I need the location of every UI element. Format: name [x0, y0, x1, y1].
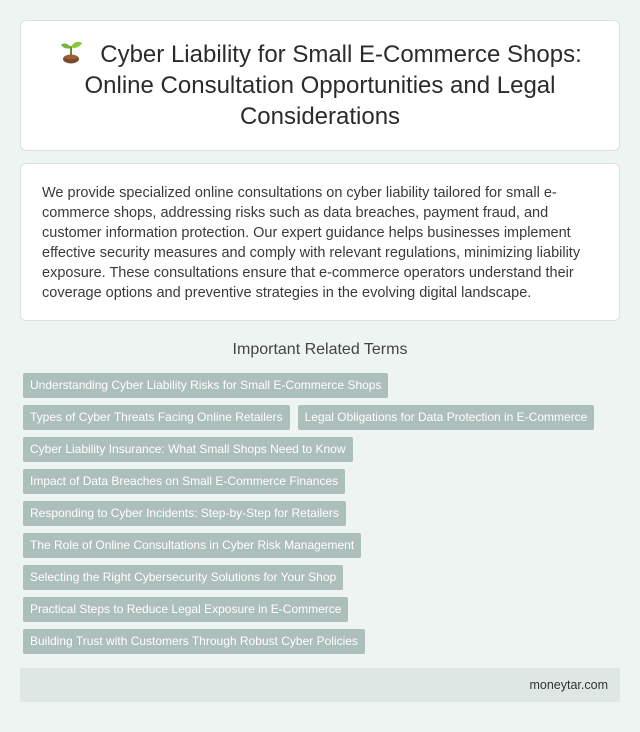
term-tag[interactable]: Impact of Data Breaches on Small E-Commerce Finances: [23, 469, 345, 494]
term-tag[interactable]: Cyber Liability Insurance: What Small Shops Need to Know: [23, 437, 353, 462]
term-tag[interactable]: Types of Cyber Threats Facing Online Retailers: [23, 405, 290, 430]
title-text: Cyber Liability for Small E-Commerce Shops: Online Consultation Opportunities and Legal Considerations: [84, 41, 582, 130]
term-tag[interactable]: Responding to Cyber Incidents: Step-by-Step for Retailers: [23, 501, 346, 526]
footer: [20, 668, 620, 702]
description-text: We provide specialized online consultations on cyber liability tailored for small e-commerce shops, addressing risks such as data breaches, payment fraud, and customer information protection. Our expert guidance helps businesses implement effective security measures and comply with relevant regulations, minimizing liability exposure. These consultations ensure that e-commerce operators understand their coverage options and preventive strategies in the evolving digital landscape.: [42, 185, 581, 301]
title-card: [20, 20, 620, 151]
term-tag[interactable]: Selecting the Right Cybersecurity Solutions for Your Shop: [23, 565, 343, 590]
term-tag[interactable]: The Role of Online Consultations in Cyber Risk Management: [23, 533, 361, 558]
term-tag[interactable]: Building Trust with Customers Through Robust Cyber Policies: [23, 629, 365, 654]
related-terms-list: [23, 373, 623, 654]
page-title: [51, 39, 589, 132]
footer-site-link[interactable]: moneytar.com: [529, 678, 608, 692]
term-tag[interactable]: Practical Steps to Reduce Legal Exposure in E-Commerce: [23, 597, 348, 622]
term-tag[interactable]: Understanding Cyber Liability Risks for Small E-Commerce Shops: [23, 373, 388, 398]
sprout-icon: [58, 39, 84, 65]
description-card: [20, 163, 620, 321]
term-tag[interactable]: Legal Obligations for Data Protection in E-Commerce: [298, 405, 595, 430]
related-terms-heading: Important Related Terms: [232, 341, 408, 358]
